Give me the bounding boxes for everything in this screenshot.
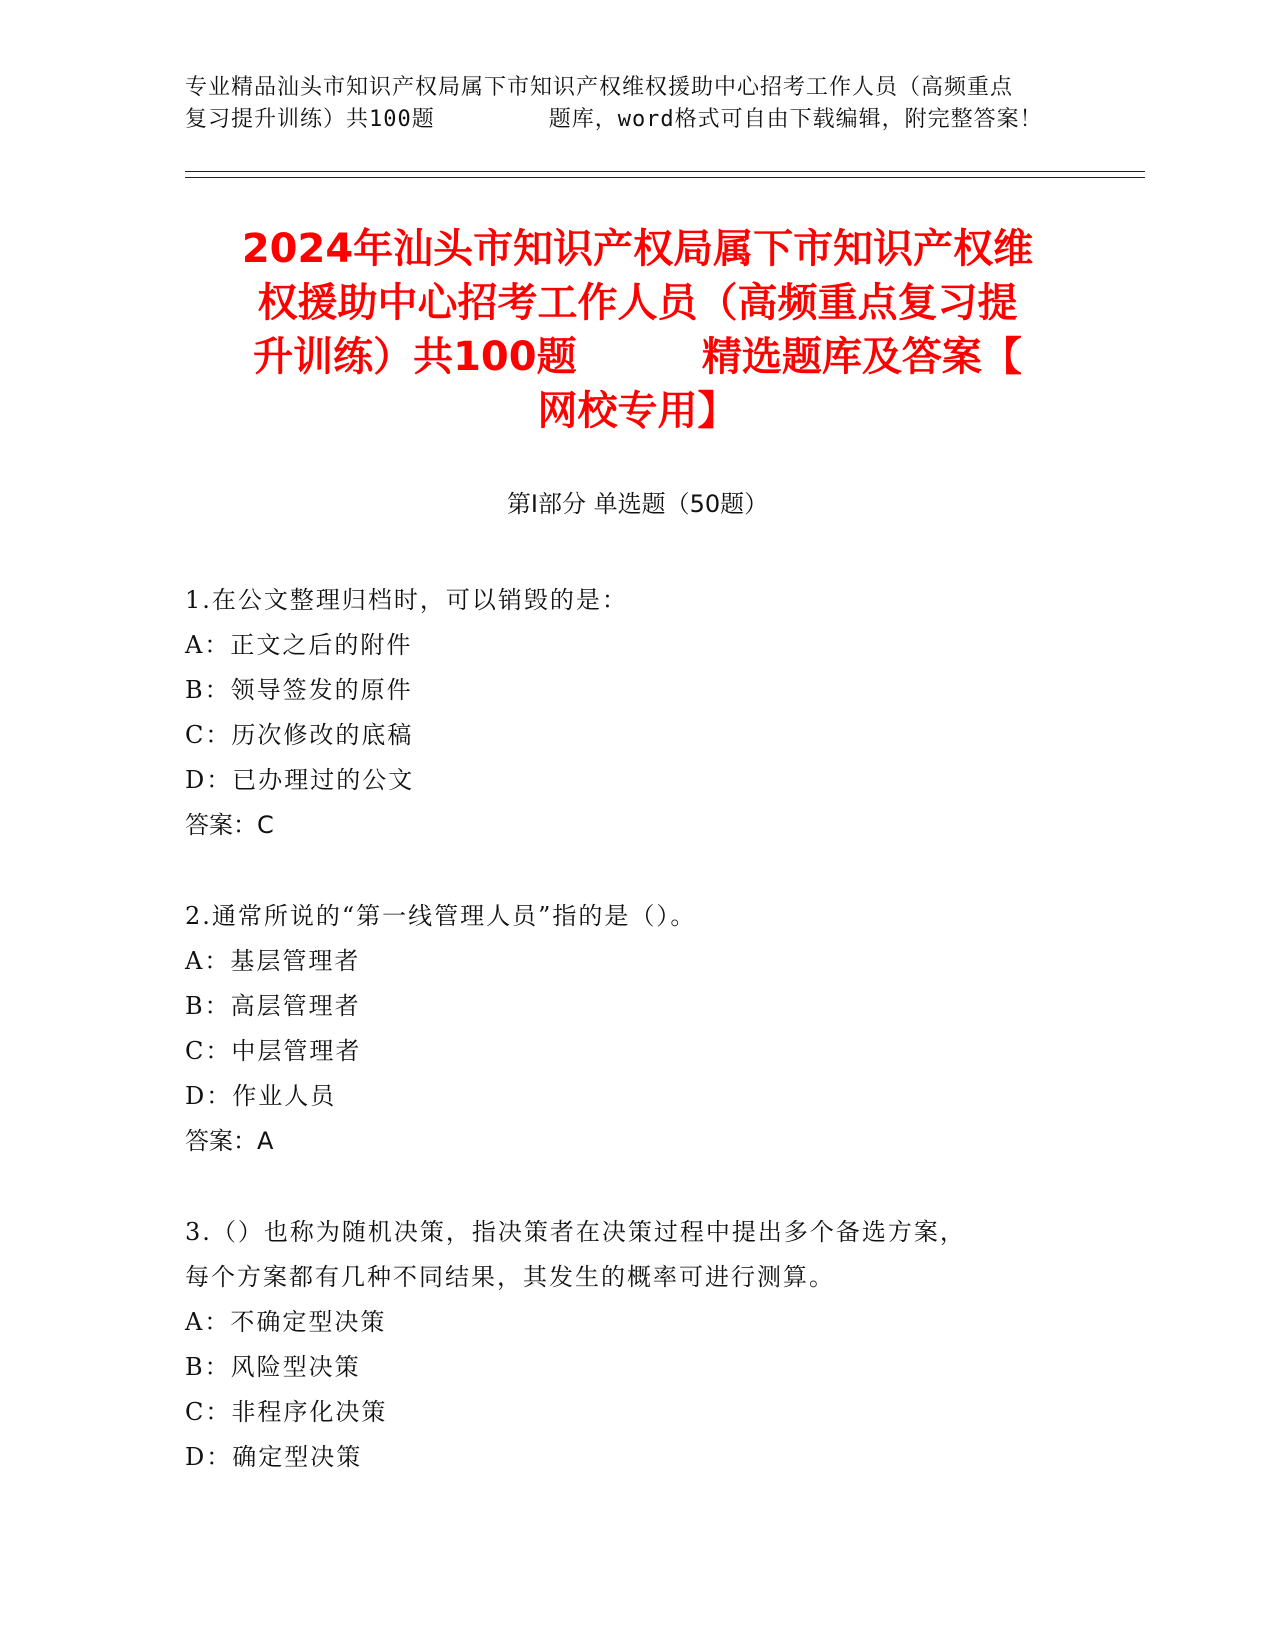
question-text: 2.通常所说的“第一线管理人员”指的是（）。	[185, 902, 697, 930]
header-line-2: 复习提升训练）共100题 题库，word格式可自由下载编辑，附完整答案！	[185, 107, 1043, 132]
header-line-1: 专业精品汕头市知识产权局属下市知识产权维权援助中心招考工作人员（高频重点	[185, 75, 1014, 100]
question-list	[185, 578, 1145, 1526]
header-rule-bottom	[185, 177, 1145, 178]
option-c: C：历次修改的底稿	[185, 721, 414, 749]
answer-text: 答案：C	[185, 811, 274, 839]
question-2	[185, 894, 1145, 1164]
option-a: A：不确定型决策	[185, 1308, 387, 1336]
option-d: D：已办理过的公文	[185, 766, 415, 794]
question-1	[185, 578, 1145, 848]
page-header	[185, 72, 1085, 136]
title-line-2: 权援助中心招考工作人员（高频重点复习提	[257, 280, 1018, 326]
question-3	[185, 1210, 1145, 1480]
option-b: B：风险型决策	[185, 1353, 361, 1381]
title-line-4: 网校专用】	[537, 388, 738, 434]
answer-text: 答案：A	[185, 1127, 274, 1155]
option-b: B：领导签发的原件	[185, 676, 413, 704]
title-line-3: 升训练）共100题 精选题库及答案【	[253, 334, 1022, 380]
question-text-line-2: 每个方案都有几种不同结果，其发生的概率可进行测算。	[185, 1263, 835, 1291]
option-b: B：高层管理者	[185, 992, 361, 1020]
option-c: C：非程序化决策	[185, 1398, 388, 1426]
option-d: D：作业人员	[185, 1082, 337, 1110]
section-heading: 第Ⅰ部分 单选题（50题）	[506, 490, 769, 518]
option-d: D：确定型决策	[185, 1443, 363, 1471]
title-line-1: 2024年汕头市知识产权局属下市知识产权维	[241, 226, 1034, 272]
option-a: A：基层管理者	[185, 947, 361, 975]
document-title	[185, 222, 1090, 438]
option-a: A：正文之后的附件	[185, 631, 413, 659]
question-text: 1.在公文整理归档时，可以销毁的是：	[185, 586, 628, 614]
header-rule-top	[185, 171, 1145, 172]
question-text-line-1: 3.（）也称为随机决策，指决策者在决策过程中提出多个备选方案，	[185, 1218, 966, 1246]
option-c: C：中层管理者	[185, 1037, 362, 1065]
